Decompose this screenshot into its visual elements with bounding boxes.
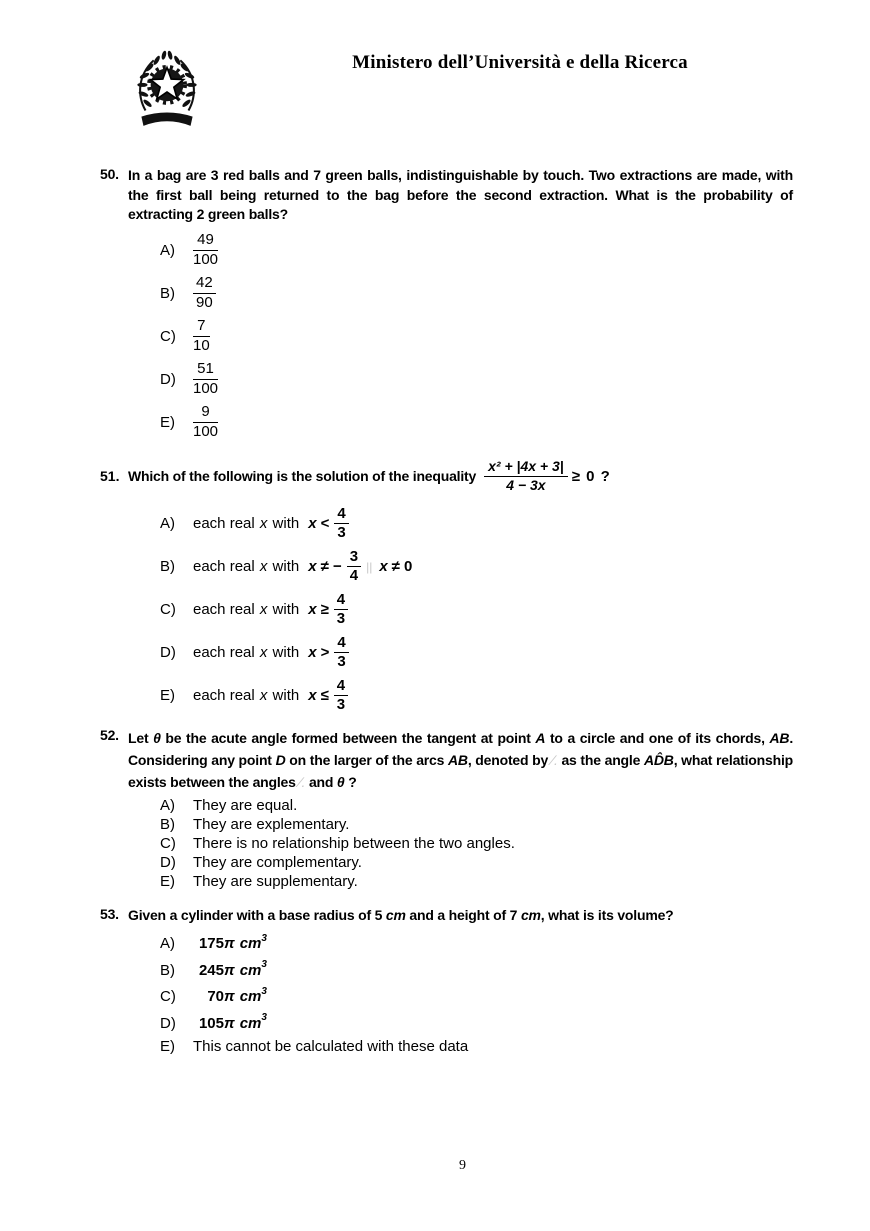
ministry-title: Ministero dell’Università e della Ricerca xyxy=(352,52,688,73)
option-value: 175 xyxy=(198,935,224,953)
option-row-d xyxy=(160,631,822,674)
fraction-numerator: 42 xyxy=(193,275,216,294)
prefix-text: each real xyxy=(193,644,259,661)
fraction xyxy=(347,549,361,585)
text-run: and a height of 7 xyxy=(405,907,521,923)
relation-symbol: ≠ − xyxy=(320,558,342,575)
option-label: C) xyxy=(160,835,176,852)
variable-x: x xyxy=(259,558,268,575)
fraction-numerator: 49 xyxy=(193,232,218,251)
variable-x: x xyxy=(308,515,317,532)
fraction-denominator: 3 xyxy=(336,696,346,713)
unit-cm: cm xyxy=(385,907,406,923)
question-text xyxy=(128,906,793,926)
option-row-a xyxy=(160,502,822,545)
unit-cm: cm xyxy=(239,988,262,1006)
pi-symbol: π xyxy=(224,988,235,1006)
fraction-denominator: 90 xyxy=(196,293,213,311)
option-row-d xyxy=(160,853,822,872)
inequality-fraction xyxy=(484,459,568,494)
option-label: C) xyxy=(160,988,176,1006)
question-line xyxy=(100,450,822,502)
pi-symbol: π xyxy=(224,961,235,979)
option-value: 70 xyxy=(207,988,224,1006)
option-value: 105 xyxy=(198,1014,224,1032)
option-label: B) xyxy=(160,816,175,833)
fraction xyxy=(193,232,218,268)
options-list xyxy=(160,931,822,1057)
option-label: A) xyxy=(160,935,175,953)
question-53 xyxy=(100,906,822,1057)
option-prefix xyxy=(193,558,299,575)
option-row-e xyxy=(160,872,822,891)
faint-artifact: || xyxy=(366,559,373,574)
unit-cm: cm xyxy=(239,1014,262,1032)
text-run: , denoted by xyxy=(467,752,552,768)
prefix-text: with xyxy=(268,515,300,532)
variable-x: x xyxy=(259,644,268,661)
option-label: B) xyxy=(160,284,175,302)
variable-x: x xyxy=(308,644,317,661)
option-label: C) xyxy=(160,601,176,618)
option-label: D) xyxy=(160,854,176,871)
prefix-text: each real xyxy=(193,601,259,618)
faint-artifact: ∕. xyxy=(551,752,558,768)
fraction xyxy=(193,318,210,354)
fraction-numerator: 9 xyxy=(193,404,218,423)
option-label: A) xyxy=(160,515,175,532)
variable-x: x xyxy=(308,558,317,575)
option-row-a xyxy=(160,229,822,272)
question-number: 50. xyxy=(100,166,119,182)
fraction-denominator: 10 xyxy=(193,336,210,354)
text-run: ? xyxy=(344,774,357,790)
question-number: 52. xyxy=(100,727,119,743)
option-label: E) xyxy=(160,1038,175,1055)
question-50 xyxy=(100,166,822,444)
option-label: B) xyxy=(160,558,175,575)
fraction-denominator: 100 xyxy=(193,250,219,268)
option-row-d: D) 105 π cm $^3$ xyxy=(160,1012,267,1032)
question-52 xyxy=(100,727,822,891)
prefix-text: each real xyxy=(193,558,259,575)
option-prefix xyxy=(193,644,299,661)
option-row-e xyxy=(160,674,822,717)
prefix-text: each real xyxy=(193,515,259,532)
prefix-text: with xyxy=(268,644,300,661)
option-label: A) xyxy=(160,797,175,814)
option-row-b xyxy=(160,815,822,834)
options-list xyxy=(160,229,822,444)
option-label: D) xyxy=(160,370,176,388)
variable-ab: AB xyxy=(769,730,790,746)
prefix-text: with xyxy=(268,687,300,704)
options-list xyxy=(160,796,822,891)
option-row-b: B) 245 π cm $^3$ xyxy=(160,959,267,979)
option-row-e xyxy=(160,1037,822,1057)
variable-d: D xyxy=(275,752,286,768)
prefix-text: each real xyxy=(193,687,259,704)
fraction-denominator: 4 − 3x xyxy=(506,477,546,493)
fraction-denominator: 4 xyxy=(349,567,359,584)
page-number: 9 xyxy=(459,1158,466,1173)
option-row-a: A) 175 π cm $^3$ xyxy=(160,932,267,953)
text-run: be the acute angle formed between the tangent at point xyxy=(160,730,536,746)
option-prefix xyxy=(193,515,299,532)
option-label: D) xyxy=(160,1014,176,1032)
option-row-c xyxy=(160,834,822,853)
fraction xyxy=(334,678,348,714)
option-prefix xyxy=(193,687,299,704)
prefix-text: with xyxy=(268,558,300,575)
text-run: to a circle and one of its chords, xyxy=(545,730,770,746)
unit-cm: cm xyxy=(239,961,262,979)
option-label: D) xyxy=(160,644,176,661)
fraction-denominator: 3 xyxy=(337,653,346,670)
option-text: They are explementary. xyxy=(193,816,350,833)
option-row-b xyxy=(160,272,822,315)
faint-artifact: ∕. xyxy=(299,774,306,790)
text-run: on the larger of the arcs xyxy=(285,752,448,768)
variable-a: A xyxy=(535,730,546,746)
question-text: Which of the following is the solution of the inequality xyxy=(128,468,477,484)
text-run: and xyxy=(305,774,337,790)
theta-symbol: θ xyxy=(336,774,345,790)
option-text: They are complementary. xyxy=(193,854,362,871)
fraction xyxy=(193,404,218,440)
question-number: 53. xyxy=(100,906,119,922)
fraction xyxy=(193,275,216,311)
fraction-denominator: 3 xyxy=(336,610,346,627)
variable-x: x xyxy=(379,558,388,575)
variable-ab: AB xyxy=(448,752,468,768)
variable-x: x xyxy=(308,601,317,618)
fraction-numerator: 3 xyxy=(347,549,361,568)
fraction-numerator: x² + |4x + 3| xyxy=(484,459,568,477)
option-text: They are equal. xyxy=(193,797,298,814)
prefix-text: with xyxy=(268,601,300,618)
option-label: E) xyxy=(160,413,175,431)
option-row-e xyxy=(160,401,822,444)
fraction-numerator: 4 xyxy=(334,592,348,611)
option-label: B) xyxy=(160,961,175,979)
relation-symbol: > xyxy=(320,644,330,661)
relation-symbol: ≠ 0 xyxy=(391,558,413,575)
option-label: E) xyxy=(160,873,175,890)
unit-cm: cm xyxy=(239,935,262,953)
option-text: This cannot be calculated with these data xyxy=(193,1038,469,1055)
option-row-c xyxy=(160,315,822,358)
option-row-c xyxy=(160,588,822,631)
angle-adb: AD̂B xyxy=(643,752,674,768)
question-text xyxy=(128,727,793,793)
fraction-numerator: 4 xyxy=(334,635,348,654)
fraction-denominator: 100 xyxy=(193,422,219,440)
option-label: A) xyxy=(160,241,175,259)
fraction xyxy=(193,361,218,397)
option-row-b xyxy=(160,545,822,588)
fraction-denominator: 3 xyxy=(337,524,346,541)
relation-symbol: < xyxy=(320,515,330,532)
question-51 xyxy=(100,450,822,717)
theta-symbol: θ xyxy=(153,730,161,746)
option-row-a xyxy=(160,796,822,815)
pi-symbol: π xyxy=(224,935,235,953)
fraction xyxy=(334,506,348,542)
fraction-denominator: 100 xyxy=(193,379,219,397)
pi-symbol: π xyxy=(224,1014,235,1032)
fraction xyxy=(334,592,348,628)
option-text: There is no relationship between the two angles. xyxy=(193,835,515,852)
text-run: . Considering any point xyxy=(128,730,794,768)
variable-x: x xyxy=(259,601,268,618)
text-run: , what is its volume? xyxy=(540,907,674,923)
unit-cm: cm xyxy=(520,907,541,923)
fraction-numerator: 4 xyxy=(334,506,348,525)
variable-x: x xyxy=(308,687,317,704)
options-list xyxy=(160,502,822,717)
option-prefix xyxy=(193,601,299,618)
option-row-c: C) 70 π cm $^3$ xyxy=(160,985,267,1006)
variable-x: x xyxy=(259,687,268,704)
fraction-numerator: 51 xyxy=(193,361,218,380)
text-run: Given a cylinder with a base radius of 5 xyxy=(128,907,386,923)
option-row-d xyxy=(160,358,822,401)
option-value: 245 xyxy=(198,961,224,979)
text-run: as the angle xyxy=(557,752,644,768)
option-label: C) xyxy=(160,327,176,345)
inequality-suffix: ≥ 0 ? xyxy=(571,467,611,485)
relation-symbol: ≤ xyxy=(320,687,329,704)
variable-x: x xyxy=(259,515,268,532)
option-label: E) xyxy=(160,687,175,704)
text-run: Let xyxy=(128,730,154,746)
option-text: They are supplementary. xyxy=(193,873,358,890)
question-text: In a bag are 3 red balls and 7 green balls, indistinguishable by touch. Two extractions are made, with the first ball being returned to the bag before the second extraction. What is the probability of extracting 2 green balls? xyxy=(128,167,793,222)
text-run: , what relationship exists between the angles xyxy=(128,752,793,790)
relation-symbol: ≥ xyxy=(320,601,329,618)
fraction xyxy=(334,635,348,671)
fraction-numerator: 4 xyxy=(334,678,348,697)
italy-emblem-icon xyxy=(131,47,203,138)
fraction-numerator: 7 xyxy=(193,318,210,337)
question-number: 51. xyxy=(100,468,120,484)
